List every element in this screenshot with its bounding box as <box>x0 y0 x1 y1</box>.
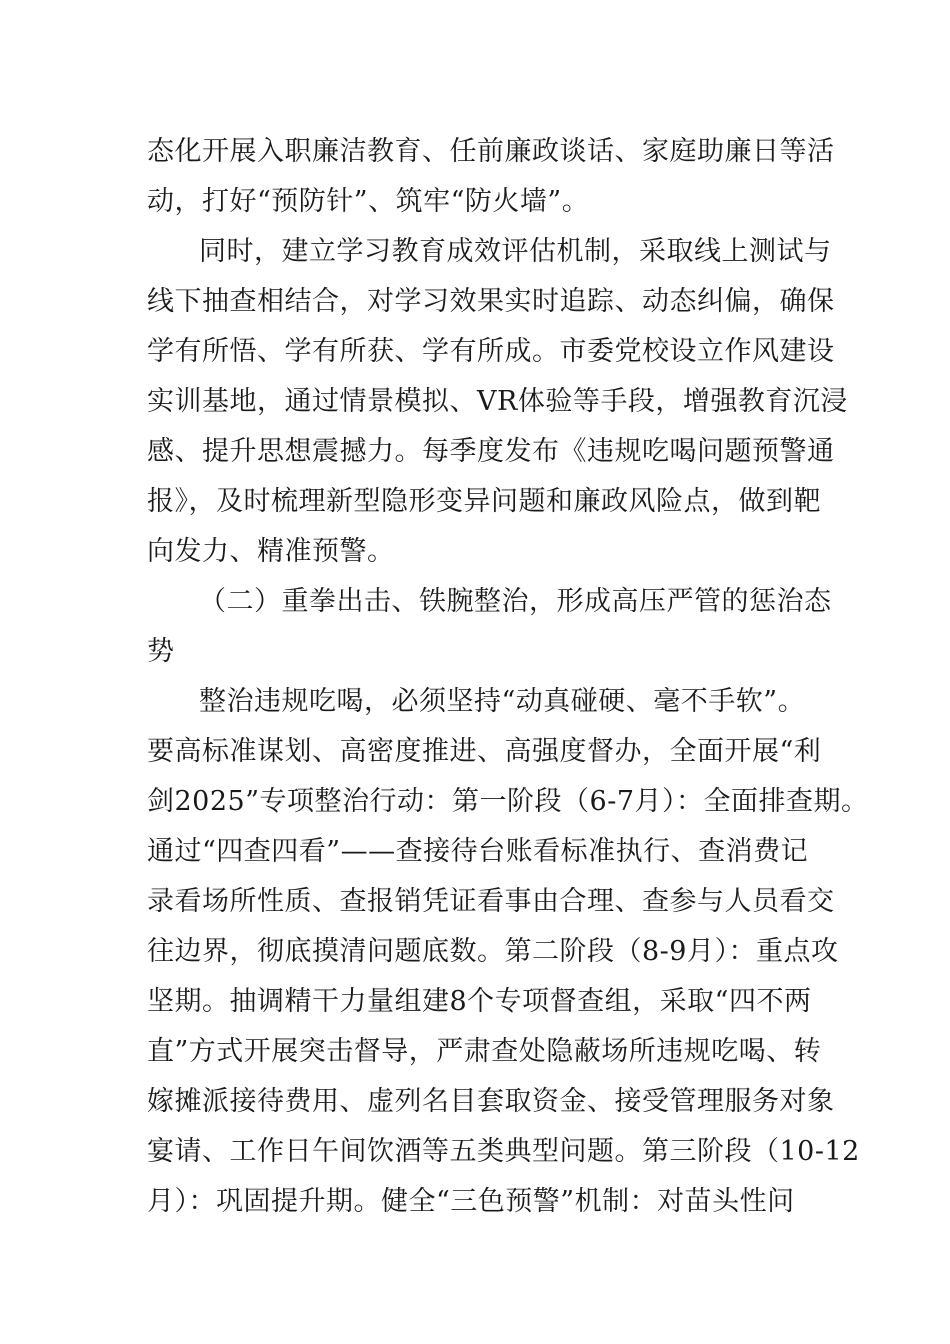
text-line-12: 整治违规吃喝，必须坚持“动真碰硬、毫不手软”。 <box>199 686 806 717</box>
text-line-17: 往边界，彻底摸清问题底数。第二阶段（8-9月）：重点攻 <box>147 936 839 967</box>
text-line-21: 宴请、工作日午间饮酒等五类典型问题。第三阶段（10-12 <box>147 1136 860 1167</box>
text-line-5: 学有所悟、学有所获、学有所成。市委党校设立作风建设 <box>147 336 835 367</box>
text-line-4: 线下抽查相结合，对学习效果实时追踪、动态纠偏，确保 <box>147 286 835 317</box>
text-line-15: 通过“四查四看”——查接待台账看标准执行、查消费记 <box>147 836 809 867</box>
text-line-6: 实训基地，通过情景模拟、VR体验等手段，增强教育沉浸 <box>147 386 848 417</box>
text-line-16: 录看场所性质、查报销凭证看事由合理、查参与人员看交 <box>147 886 835 917</box>
text-line-3: 同时，建立学习教育成效评估机制，采取线上测试与 <box>199 236 832 267</box>
text-line-19: 直”方式开展突击督导，严肃查处隐蔽场所违规吃喝、转 <box>147 1036 822 1067</box>
text-line-20: 嫁摊派接待费用、虚列名目套取资金、接受管理服务对象 <box>147 1086 835 1117</box>
text-line-1: 态化开展入职廉洁教育、任前廉政谈话、家庭助廉日等活 <box>147 136 835 167</box>
text-line-2: 动，打好“预防针”、筑牢“防火墙”。 <box>147 186 590 217</box>
text-line-14: 剑2025”专项整治行动：第一阶段（6-7月）：全面排查期。 <box>147 786 869 817</box>
section-heading-line-1: （二）重拳出击、铁腕整治，形成高压严管的惩治态 <box>199 586 832 617</box>
text-line-13: 要高标准谋划、高密度推进、高强度督办，全面开展“利 <box>147 736 822 767</box>
text-line-8: 报》，及时梳理新型隐形变异问题和廉政风险点，做到靶 <box>147 486 821 517</box>
section-heading-line-2: 势 <box>147 636 175 667</box>
text-line-22: 月）：巩固提升期。健全“三色预警”机制：对苗头性问 <box>147 1186 795 1217</box>
text-line-9: 向发力、精准预警。 <box>147 536 395 567</box>
text-line-18: 坚期。抽调精干力量组建8个专项督查组，采取“四不两 <box>147 986 812 1017</box>
text-line-7: 感、提升思想震撼力。每季度发布《违规吃喝问题预警通 <box>147 436 835 467</box>
